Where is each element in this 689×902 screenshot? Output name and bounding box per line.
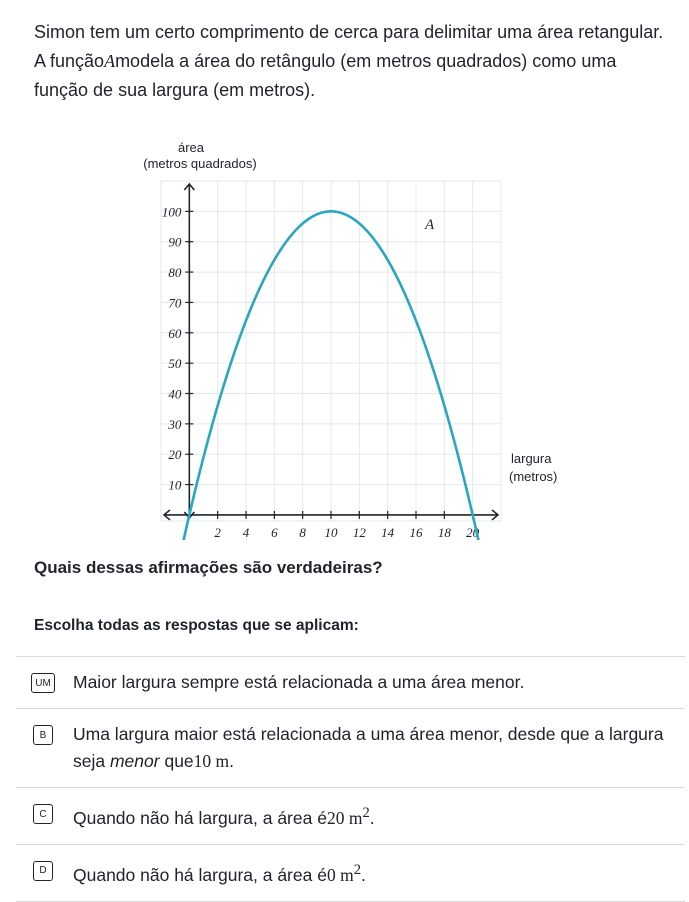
choice-d-letter: D [33, 861, 53, 881]
choice-c-math: 20 m [326, 807, 363, 828]
x-tick-label: 20 [466, 524, 480, 540]
instruction: Escolha todas as respostas que se aplicam: [34, 617, 359, 634]
choice-c-letter: C [33, 804, 53, 824]
choice-d-sup: 2 [353, 861, 361, 878]
y-axis-title-line2: (metros quadrados) [143, 156, 257, 171]
y-tick-label: 40 [168, 386, 182, 402]
choice-c-sup: 2 [362, 805, 370, 821]
choice-a[interactable] [16, 656, 685, 708]
y-tick-label: 80 [168, 265, 182, 281]
choice-b-text2: que [164, 751, 194, 771]
x-tick-label: 10 [324, 524, 338, 540]
choice-b-emph: menor [109, 751, 160, 771]
x-tick-label: 8 [299, 524, 306, 540]
x-tick-label: 18 [437, 524, 451, 540]
y-tick-label: 100 [161, 204, 182, 220]
choice-d[interactable] [16, 844, 685, 902]
choice-a-text: Maior largura sempre está relacionada a uma área menor. [73, 672, 525, 692]
function-curve [182, 211, 480, 540]
problem-text-after: modela a área do retângulo (em metros quadrados) como uma função de sua largura (em metros). [34, 51, 617, 100]
tick-labels [162, 204, 480, 540]
choice-b-letter: B [33, 725, 53, 745]
choice-d-text: Quando não há largura, a área é [73, 864, 327, 885]
y-tick-label: 60 [168, 325, 182, 341]
grid [161, 181, 501, 521]
curve-label: A [425, 217, 435, 233]
choice-d-math: 0 m [326, 864, 354, 885]
y-tick-label: 10 [168, 477, 182, 493]
function-name: A [104, 51, 116, 71]
x-axis-title-line1: largura [511, 451, 552, 466]
problem-text-before: Simon tem um certo comprimento de cerca para delimitar uma área retangular. A função [34, 22, 664, 71]
choice-b-text: Uma largura maior está relacionada a uma área menor, desde que a largura seja [73, 724, 664, 771]
choice-a-letter: UM [31, 673, 55, 693]
y-axis-title-line1: área [177, 140, 205, 155]
y-tick-label: 30 [168, 416, 182, 432]
x-tick-label: 4 [242, 524, 250, 540]
x-axis-title-line2: (metros) [509, 469, 558, 484]
choice-c[interactable] [16, 787, 685, 844]
question: Quais dessas afirmações são verdadeiras? [34, 558, 383, 577]
x-tick-label: 12 [352, 524, 366, 540]
y-tick-label: 90 [168, 234, 182, 250]
y-tick-label: 70 [168, 295, 182, 311]
y-tick-label: 50 [168, 356, 182, 372]
y-tick-label: 20 [168, 447, 182, 463]
x-tick-label: 16 [409, 524, 423, 540]
choice-b[interactable] [16, 708, 685, 787]
choice-c-end: . [369, 807, 375, 828]
x-tick-label: 2 [214, 524, 221, 540]
choice-c-text: Quando não há largura, a área é [73, 807, 327, 828]
x-tick-label: 6 [271, 524, 278, 540]
x-tick-label: 14 [381, 524, 395, 540]
choice-list [16, 656, 685, 902]
choice-d-end: . [361, 864, 366, 885]
choice-b-math: 10 m [193, 751, 230, 771]
choice-b-end: . [229, 751, 235, 771]
